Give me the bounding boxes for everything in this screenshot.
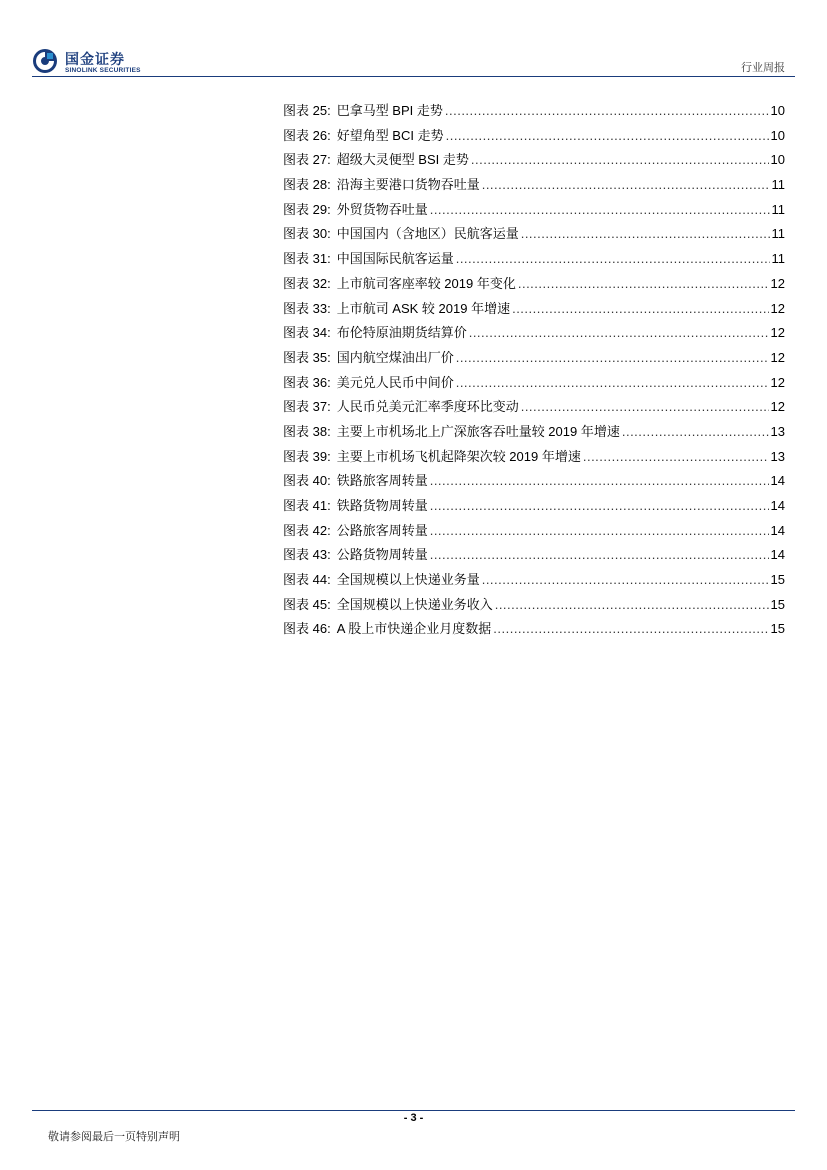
toc-figure-title: 主要上市机场北上广深旅客吞吐量较 2019 年增速 [336, 423, 620, 439]
toc-figure-label: 图表 35: [283, 349, 331, 365]
sinolink-logo-icon [32, 48, 58, 74]
toc-entry[interactable] [283, 347, 785, 372]
toc-page-number: 10 [770, 152, 785, 168]
toc-figure-title: 沿海主要港口货物吞吐量 [336, 177, 480, 193]
toc-dot-leader [430, 547, 769, 562]
footer-divider [32, 1110, 795, 1111]
toc-dot-leader [521, 399, 769, 414]
sinolink-logo [32, 48, 162, 78]
toc-entry[interactable] [283, 446, 785, 471]
toc-page-number: 11 [771, 251, 785, 267]
toc-dot-leader [482, 177, 770, 192]
toc-page-number: 12 [770, 374, 785, 390]
toc-entry[interactable] [283, 594, 785, 619]
toc-entry[interactable] [283, 322, 785, 347]
toc-dot-leader [512, 301, 768, 316]
toc-page-number: 10 [770, 103, 785, 118]
toc-figure-label: 图表 44: [283, 572, 331, 588]
toc-dot-leader [518, 276, 769, 291]
toc-page-number: 13 [770, 423, 785, 439]
toc-dot-leader [482, 572, 769, 587]
toc-figure-title: 外贸货物吞吐量 [336, 201, 428, 217]
toc-entry[interactable] [283, 125, 785, 150]
toc-figure-label: 图表 41: [283, 498, 331, 513]
toc-figure-label: 图表 37: [283, 399, 331, 415]
toc-page-number: 11 [771, 177, 785, 193]
toc-figure-label: 图表 46: [283, 621, 331, 637]
toc-figure-title: 全国规模以上快递业务量 [336, 572, 480, 588]
toc-dot-leader [446, 128, 769, 143]
header-divider [32, 76, 795, 77]
toc-figure-label: 图表 39: [283, 448, 331, 464]
toc-figure-title: A 股上市快递企业月度数据 [336, 621, 492, 637]
toc-figure-label: 图表 26: [283, 127, 331, 143]
toc-dot-leader [456, 350, 769, 365]
page-header [32, 40, 795, 80]
toc-figure-label: 图表 43: [283, 547, 331, 563]
toc-figure-label: 图表 40: [283, 473, 331, 489]
toc-dot-leader [495, 597, 769, 612]
toc-figure-title: 上市航司客座率较 2019 年变化 [336, 275, 516, 291]
toc-figure-title: 铁路旅客周转量 [336, 473, 428, 489]
toc-page-number: 12 [770, 349, 785, 365]
toc-figure-title: 上市航司 ASK 较 2019 年增速 [336, 300, 511, 316]
toc-figure-title: 国内航空煤油出厂价 [336, 349, 454, 365]
toc-dot-leader [521, 226, 770, 241]
toc-page-number: 10 [770, 127, 785, 143]
toc-figure-label: 图表 31: [283, 251, 331, 267]
toc-dot-leader [445, 103, 769, 118]
toc-figure-label: 图表 30: [283, 226, 331, 242]
toc-figure-title: 超级大灵便型 BSI 走势 [336, 152, 469, 168]
toc-dot-leader [430, 498, 769, 513]
toc-dot-leader [456, 375, 769, 390]
toc-entry[interactable] [283, 421, 785, 446]
toc-page-number: 11 [771, 201, 785, 217]
toc-page-number: 15 [770, 572, 785, 588]
toc-page-number: 12 [770, 399, 785, 415]
toc-page-number: 13 [770, 448, 785, 464]
toc-page-number: 14 [770, 522, 785, 538]
toc-entry[interactable] [283, 199, 785, 224]
disclaimer-text: 敬请参阅最后一页特别声明 [48, 1130, 180, 1143]
toc-figure-label: 图表 42: [283, 522, 331, 538]
toc-entry[interactable] [283, 396, 785, 421]
toc-entry[interactable] [283, 149, 785, 174]
toc-page-number: 12 [770, 300, 785, 316]
toc-dot-leader [493, 621, 768, 636]
toc-entry[interactable] [283, 520, 785, 545]
toc-figure-label: 图表 33: [283, 300, 331, 316]
toc-figure-label: 图表 38: [283, 423, 331, 439]
toc-figure-title: 好望角型 BCI 走势 [336, 127, 444, 143]
toc-page-number: 14 [770, 498, 785, 513]
toc-entry[interactable] [283, 273, 785, 298]
toc-figure-label: 图表 34: [283, 325, 331, 341]
toc-page-number: 15 [770, 621, 785, 637]
toc-entry[interactable] [283, 223, 785, 248]
toc-entry[interactable] [283, 569, 785, 594]
toc-dot-leader [430, 202, 770, 217]
toc-figure-label: 图表 36: [283, 374, 331, 390]
toc-figure-title: 主要上市机场飞机起降架次较 2019 年增速 [336, 448, 581, 464]
toc-figure-title: 公路旅客周转量 [336, 522, 428, 538]
toc-entry[interactable] [283, 248, 785, 273]
toc-entry[interactable] [283, 174, 785, 199]
toc-page-number: 14 [770, 473, 785, 489]
toc-figure-title: 公路货物周转量 [336, 547, 428, 563]
toc-entry[interactable] [283, 544, 785, 569]
logo-chinese-name: 国金证券 [65, 52, 125, 68]
toc-dot-leader [471, 152, 769, 167]
toc-figure-label: 图表 32: [283, 275, 331, 291]
table-of-figures [283, 100, 785, 643]
toc-page-number: 15 [770, 596, 785, 612]
toc-dot-leader [622, 424, 769, 439]
toc-entry[interactable] [283, 298, 785, 323]
logo-english-name: SINOLINK SECURITIES [65, 67, 141, 74]
toc-figure-title: 布伦特原油期货结算价 [336, 325, 467, 341]
toc-figure-label: 图表 25: [283, 103, 331, 118]
toc-entry[interactable] [283, 495, 785, 520]
toc-dot-leader [469, 325, 769, 340]
toc-dot-leader [583, 449, 769, 464]
toc-figure-title: 美元兑人民币中间价 [336, 374, 454, 390]
toc-figure-title: 全国规模以上快递业务收入 [336, 596, 493, 612]
toc-entry[interactable] [283, 618, 785, 643]
toc-figure-title: 中国国际民航客运量 [336, 251, 454, 267]
toc-figure-title: 中国国内（含地区）民航客运量 [336, 226, 519, 242]
toc-figure-title: 人民币兑美元汇率季度环比变动 [336, 399, 519, 415]
toc-dot-leader [430, 473, 769, 488]
report-type-label: 行业周报 [741, 61, 785, 74]
toc-dot-leader [430, 523, 769, 538]
toc-figure-title: 巴拿马型 BPI 走势 [336, 103, 443, 118]
toc-entry[interactable] [283, 470, 785, 495]
toc-entry[interactable] [283, 100, 785, 125]
toc-figure-label: 图表 29: [283, 201, 331, 217]
toc-page-number: 14 [770, 547, 785, 563]
page-number: - 3 - [403, 1112, 424, 1124]
toc-figure-label: 图表 45: [283, 596, 331, 612]
toc-figure-label: 图表 28: [283, 177, 331, 193]
toc-dot-leader [456, 251, 770, 266]
toc-page-number: 11 [771, 226, 785, 242]
toc-entry[interactable] [283, 372, 785, 397]
toc-figure-title: 铁路货物周转量 [336, 498, 428, 513]
toc-page-number: 12 [770, 275, 785, 291]
toc-figure-label: 图表 27: [283, 152, 331, 168]
toc-page-number: 12 [770, 325, 785, 341]
